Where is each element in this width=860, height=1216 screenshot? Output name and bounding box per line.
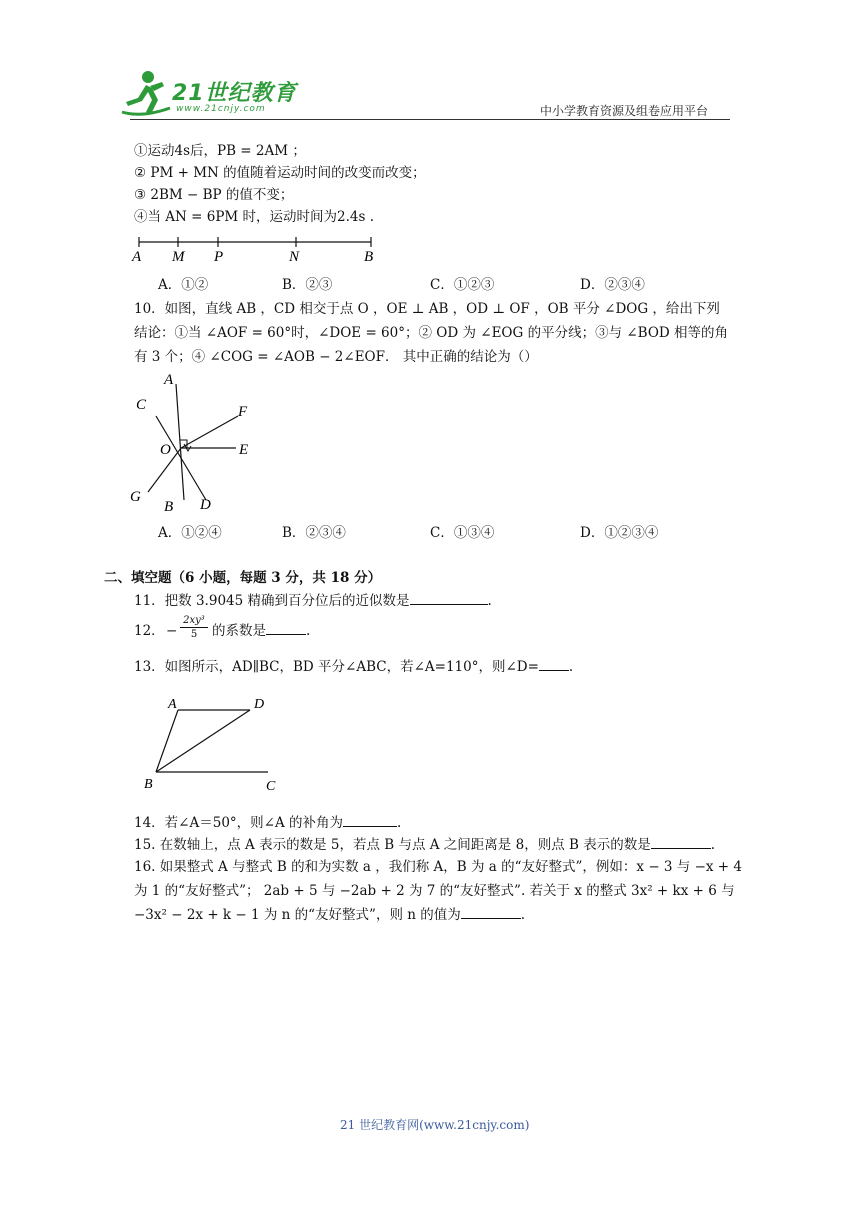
- q10-option-c[interactable]: C．①③④: [430, 525, 495, 541]
- q9-option-a[interactable]: A．①②: [158, 277, 209, 293]
- q11-answer-blank[interactable]: [410, 592, 488, 605]
- q16-text-line-3: −3x² − 2x + k − 1 为 n 的“友好整式”，则 n 的值为: [134, 907, 461, 923]
- q16-line-3: [134, 906, 525, 924]
- q13-answer-blank[interactable]: [539, 658, 569, 671]
- q9-option-c[interactable]: C．①②③: [430, 277, 495, 293]
- q14-end: .: [397, 815, 402, 831]
- q12-negative-sign: −: [166, 623, 178, 639]
- q12-fraction: [180, 614, 208, 642]
- q12-text: 的系数是 .: [212, 623, 311, 639]
- q9-option-b[interactable]: B．②③: [282, 277, 333, 293]
- point-label: F: [238, 404, 248, 420]
- q16-end: .: [520, 907, 526, 923]
- q9-statement-1: ①运动4s后，PB = 2AM ；: [134, 143, 306, 159]
- q10-angle-figure: [126, 368, 266, 514]
- q12-numerator: 2xy³: [180, 614, 208, 628]
- q16-answer-blank[interactable]: [461, 906, 521, 919]
- q9-option-d[interactable]: D．②③④: [580, 277, 645, 293]
- point-label: P: [214, 249, 224, 265]
- point-label: A: [168, 697, 177, 712]
- q12-number: 12．: [134, 623, 165, 639]
- point-label: G: [130, 489, 141, 505]
- q9-statement-4: ④当 AN = 6PM 时，运动时间为2.4s .: [134, 209, 375, 225]
- point-label: B: [364, 249, 374, 265]
- point-label: B: [144, 777, 153, 792]
- q10-option-a[interactable]: A．①②④: [158, 525, 222, 541]
- point-label: C: [136, 397, 147, 413]
- q12-answer-blank[interactable]: [266, 622, 306, 635]
- point-label: E: [239, 442, 249, 458]
- point-label: N: [289, 249, 300, 265]
- point-label: D: [254, 697, 265, 712]
- header-rule: [130, 119, 730, 120]
- point-label: C: [266, 779, 276, 794]
- q13-trapezoid-figure: [138, 688, 298, 796]
- point-label: D: [200, 497, 211, 513]
- q9-segment-figure: [128, 232, 388, 266]
- q16-text-line-2: 为 1 的“友好整式”； 2ab + 5 与 −2ab + 2 为 7 的“友好整式”. 若关于 x 的整式 3x² + kx + 6 与: [134, 883, 735, 899]
- q10-text-line-1: 10．如图，直线 AB ，CD 相交于点 O ，OE ⊥ AB ，OD ⊥ OF ，OB 平分 ∠DOG ，给出下列: [134, 301, 720, 317]
- point-label: B: [164, 499, 174, 514]
- header-logo: [118, 66, 298, 122]
- logo-url: www.21cnjy.com: [176, 104, 266, 114]
- q11: [134, 592, 492, 610]
- q11-text: 11．把数 3.9045 精确到百分位后的近似数是: [134, 593, 410, 609]
- q15-answer-blank[interactable]: [651, 836, 711, 849]
- q13-text: 13．如图所示，AD∥BC，BD 平分∠ABC，若∠A=110°，则∠D=: [134, 659, 539, 675]
- point-label: M: [172, 249, 185, 265]
- q12-denominator: 5: [190, 629, 198, 640]
- q10-option-d[interactable]: D．①②③④: [580, 525, 659, 541]
- q10-text-line-3: 有 3 个；④ ∠COG = ∠AOB − 2∠EOF． 其中正确的结论为（）: [134, 349, 538, 365]
- q13-end: .: [568, 659, 574, 675]
- q14-answer-blank[interactable]: [343, 814, 397, 827]
- point-label: A: [164, 372, 174, 388]
- point-label: O: [160, 442, 171, 458]
- q14: [134, 814, 401, 832]
- q15: [134, 836, 715, 854]
- q9-statement-3: ③ 2BM − BP 的值不变；: [134, 187, 294, 203]
- q10-text-line-2: 结论：①当 ∠AOF = 60°时，∠DOE = 60°；② OD 为 ∠EOG 的平分线；③与 ∠BOD 相等的角: [134, 325, 729, 341]
- q15-end: .: [710, 837, 715, 853]
- q15-text: 15. 在数轴上，点 A 表示的数是 5，若点 B 与点 A 之间距离是 8，则点 B 表示的数是: [134, 837, 651, 853]
- point-label: A: [132, 249, 142, 265]
- q11-end: .: [487, 593, 492, 609]
- q9-statement-2: ② PM + MN 的值随着运动时间的改变而改变；: [134, 165, 426, 181]
- section-title: 二、填空题（6 小题，每题 3 分，共 18 分）: [104, 570, 382, 586]
- logo-text: 21世纪教育: [172, 81, 297, 106]
- q13: [134, 658, 573, 676]
- q10-option-b[interactable]: B．②③④: [282, 525, 346, 541]
- header-tagline: 中小学教育资源及组卷应用平台: [540, 104, 709, 118]
- footer[interactable]: 21 世纪教育网(www.21cnjy.com): [340, 1118, 530, 1132]
- q14-text: 14．若∠A＝50°，则∠A 的补角为: [134, 815, 344, 831]
- runner-logo-icon: [118, 68, 174, 118]
- q16-text-line-1: 16. 如果整式 A 与整式 B 的和为实数 a ，我们称 A，B 为 a 的“友好整式”，例如：x − 3 与 −x + 4: [134, 859, 743, 875]
